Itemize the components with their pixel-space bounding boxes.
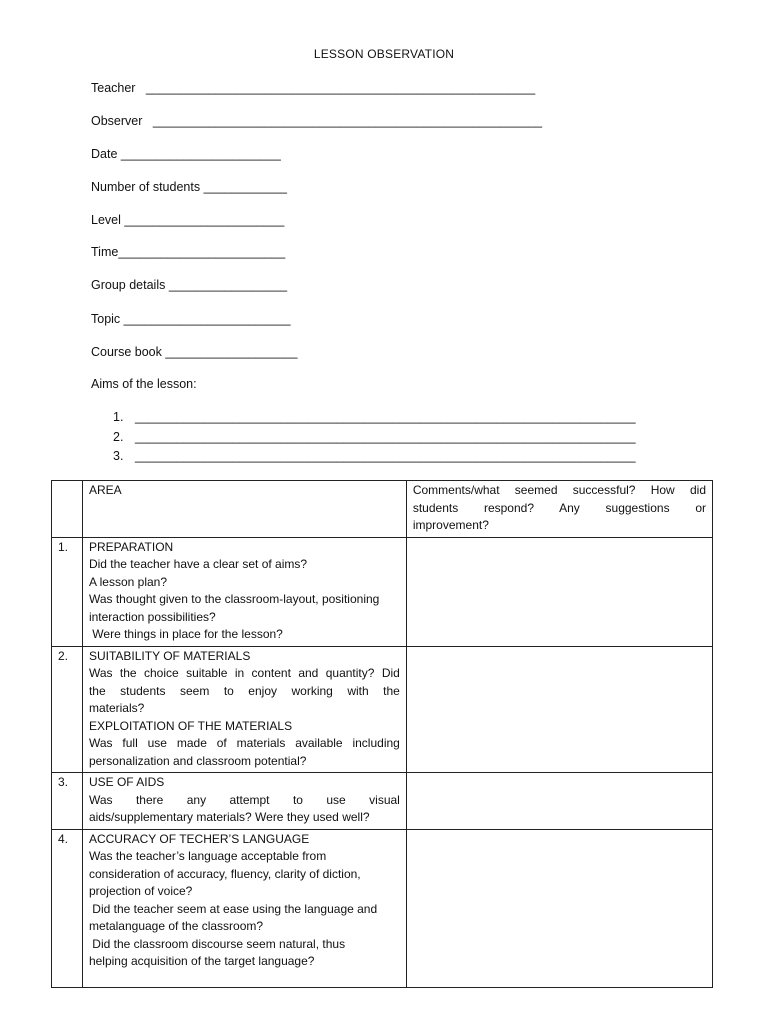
field-label: Topic xyxy=(91,312,121,326)
group-details-field[interactable] xyxy=(91,278,287,292)
field-label: Observer xyxy=(91,114,143,128)
field-label: Course book xyxy=(91,345,162,359)
aim-number: 3. xyxy=(113,449,124,463)
area-line: aids/supplementary materials? Were they used well? xyxy=(88,810,370,824)
field-label: Date xyxy=(91,147,118,161)
field-blank[interactable]: ____________ xyxy=(203,180,288,194)
area-cell xyxy=(82,829,406,987)
area-cell xyxy=(82,773,406,830)
field-blank[interactable]: ___________________ xyxy=(165,345,298,359)
aims-label: Aims of the lesson: xyxy=(91,377,197,391)
header-comments-line: improvement? xyxy=(412,518,489,532)
area-line: Was full use made of materials available including xyxy=(88,736,400,750)
field-label: Teacher xyxy=(91,81,136,95)
area-heading: SUITABILITY OF MATERIALS xyxy=(88,648,251,663)
field-blank[interactable]: ________________________________________________________ xyxy=(145,81,536,95)
time-field[interactable] xyxy=(91,245,285,259)
area-line: Was there any attempt to use visual xyxy=(88,792,400,807)
area-line: interaction possibilities? xyxy=(88,609,216,624)
field-blank[interactable]: _______________________ xyxy=(124,213,285,227)
header-comments-cell xyxy=(406,481,712,538)
area-line: Did the teacher seem at ease using the language and xyxy=(88,901,378,916)
field-label: Level xyxy=(91,213,121,227)
observation-table xyxy=(51,480,713,988)
header-num-cell xyxy=(52,481,83,538)
table-row xyxy=(52,829,713,987)
field-label: Group details xyxy=(91,278,166,292)
row-number: 2. xyxy=(52,646,83,773)
area-line: metalanguage of the classroom? xyxy=(88,919,264,933)
table-header-row xyxy=(52,481,713,538)
comments-cell[interactable] xyxy=(406,773,712,830)
area-cell xyxy=(82,537,406,646)
date-field[interactable] xyxy=(91,147,281,161)
field-blank[interactable]: _________________ xyxy=(168,278,288,292)
aim-blank[interactable]: ________________________________________________________________________ xyxy=(135,410,636,424)
area-line: consideration of accuracy, fluency, clarity of diction, xyxy=(88,866,361,881)
aim-number: 1. xyxy=(113,410,124,424)
area-line: Were things in place for the lesson? xyxy=(88,627,283,641)
number-of-students-field[interactable] xyxy=(91,180,287,194)
field-label: Number of students xyxy=(91,180,201,194)
field-blank[interactable]: ________________________________________________________ xyxy=(152,114,543,128)
area-line: projection of voice? xyxy=(88,884,193,898)
comments-cell[interactable] xyxy=(406,829,712,987)
area-line: Did the teacher have a clear set of aims? xyxy=(88,557,308,571)
area-line: helping acquisition of the target language? xyxy=(88,954,315,968)
table-row xyxy=(52,773,713,830)
aim-blank[interactable]: ________________________________________________________________________ xyxy=(135,449,636,463)
area-line: the students seem to enjoy working with the xyxy=(88,683,400,698)
aim-item[interactable] xyxy=(113,449,636,463)
observer-field[interactable] xyxy=(91,114,542,128)
aim-number: 2. xyxy=(113,430,124,444)
aim-item[interactable] xyxy=(113,430,636,444)
topic-field[interactable] xyxy=(91,312,291,326)
field-label: Time xyxy=(91,245,119,259)
row-number: 3. xyxy=(52,773,83,830)
area-line: A lesson plan? xyxy=(88,574,168,589)
course-book-field[interactable] xyxy=(91,345,297,359)
header-comments-line: Comments/what seemed successful? How did xyxy=(412,483,706,497)
header-area-cell: AREA xyxy=(82,481,406,538)
area-line: Was thought given to the classroom-layout, positioning xyxy=(88,592,380,606)
area-line: Was the choice suitable in content and quantity? Did xyxy=(88,666,400,680)
teacher-field[interactable] xyxy=(91,81,535,95)
level-field[interactable] xyxy=(91,213,284,227)
table-row xyxy=(52,646,713,773)
area-heading: ACCURACY OF TECHER’S LANGUAGE xyxy=(88,831,310,846)
area-line: Was the teacher’s language acceptable from xyxy=(88,849,327,863)
comments-cell[interactable] xyxy=(406,646,712,773)
table-row xyxy=(52,537,713,646)
field-blank[interactable]: _______________________ xyxy=(120,147,281,161)
aim-item[interactable] xyxy=(113,410,636,424)
area-line: personalization and classroom potential? xyxy=(88,753,307,768)
comments-cell[interactable] xyxy=(406,537,712,646)
area-heading: PREPARATION xyxy=(88,539,174,554)
aim-blank[interactable]: ________________________________________________________________________ xyxy=(135,430,636,444)
area-line: Did the classroom discourse seem natural, thus xyxy=(88,936,346,951)
area-cell xyxy=(82,646,406,773)
header-comments-line: students respond? Any suggestions or xyxy=(412,500,706,515)
row-number: 4. xyxy=(52,829,83,987)
area-heading: USE OF AIDS xyxy=(88,775,165,789)
page-title: LESSON OBSERVATION xyxy=(313,47,455,61)
area-line: materials? xyxy=(88,701,145,715)
field-blank[interactable]: ________________________ xyxy=(118,245,286,259)
field-blank[interactable]: ________________________ xyxy=(123,312,291,326)
row-number: 1. xyxy=(52,537,83,646)
area-heading: EXPLOITATION OF THE MATERIALS xyxy=(88,718,293,733)
